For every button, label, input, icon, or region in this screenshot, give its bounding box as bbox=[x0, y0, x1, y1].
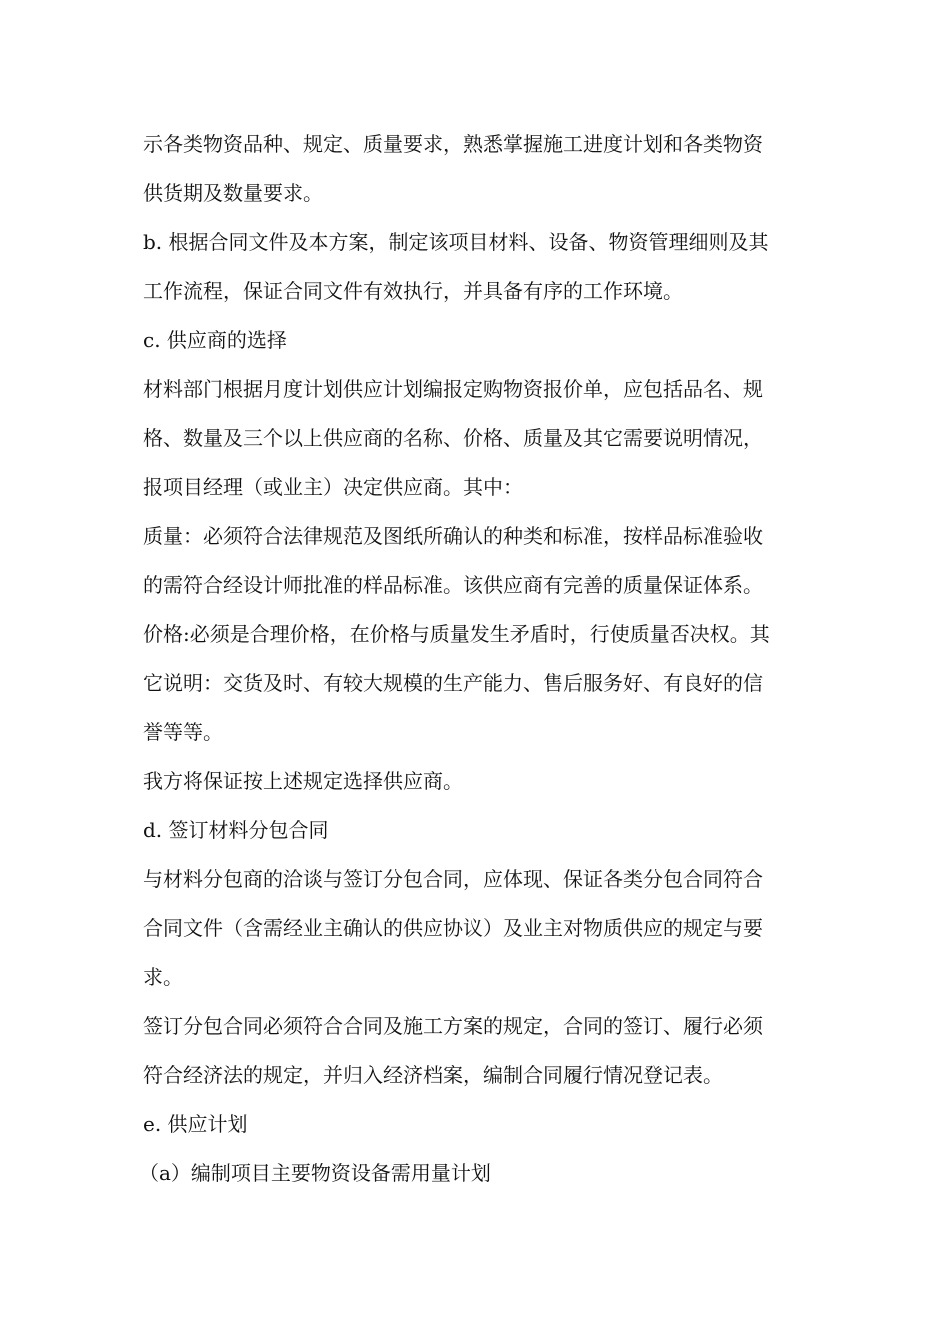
price-line: 价格:必须是合理价格，在价格与质量发生矛盾时，行使质量否决权。其 bbox=[143, 622, 770, 646]
text-line: 格、数量及三个以上供应商的名称、价格、质量及其它需要说明情况， bbox=[143, 426, 763, 450]
text-line: 签订分包合同必须符合合同及施工方案的规定，合同的签订、履行必须 bbox=[143, 1014, 763, 1038]
section-e-heading: e. 供应计划 bbox=[143, 1112, 248, 1136]
subsection-a-heading: （a）编制项目主要物资设备需用量计划 bbox=[139, 1161, 491, 1185]
text-line: 合同文件（含需经业主确认的供应协议）及业主对物质供应的规定与要 bbox=[143, 916, 763, 940]
text-line: 供货期及数量要求。 bbox=[143, 181, 323, 205]
text-line: 誉等等。 bbox=[143, 720, 223, 744]
text-line: 符合经济法的规定，并归入经济档案，编制合同履行情况登记表。 bbox=[143, 1063, 723, 1087]
text-line: 报项目经理（或业主）决定供应商。其中： bbox=[143, 475, 523, 499]
text-line: 示各类物资品种、规定、质量要求，熟悉掌握施工进度计划和各类物资 bbox=[143, 132, 763, 156]
text-line: 材料部门根据月度计划供应计划编报定购物资报价单，应包括品名、规 bbox=[143, 377, 763, 401]
text-line: 的需符合经设计师批准的样品标准。该供应商有完善的质量保证体系。 bbox=[143, 573, 763, 597]
text-line: 我方将保证按上述规定选择供应商。 bbox=[143, 769, 463, 793]
text-line: 工作流程，保证合同文件有效执行，并具备有序的工作环境。 bbox=[143, 279, 683, 303]
text-line: 与材料分包商的洽谈与签订分包合同，应体现、保证各类分包合同符合 bbox=[143, 867, 763, 891]
document-body bbox=[139, 120, 823, 1198]
section-d-heading: d. 签订材料分包合同 bbox=[143, 818, 329, 842]
section-b-line: b. 根据合同文件及本方案，制定该项目材料、设备、物资管理细则及其 bbox=[143, 230, 769, 254]
text-line: 求。 bbox=[143, 965, 183, 989]
section-c-heading: c. 供应商的选择 bbox=[143, 328, 287, 352]
quality-line: 质量：必须符合法律规范及图纸所确认的种类和标准，按样品标准验收 bbox=[143, 524, 763, 548]
text-line: 它说明：交货及时、有较大规模的生产能力、售后服务好、有良好的信 bbox=[143, 671, 763, 695]
